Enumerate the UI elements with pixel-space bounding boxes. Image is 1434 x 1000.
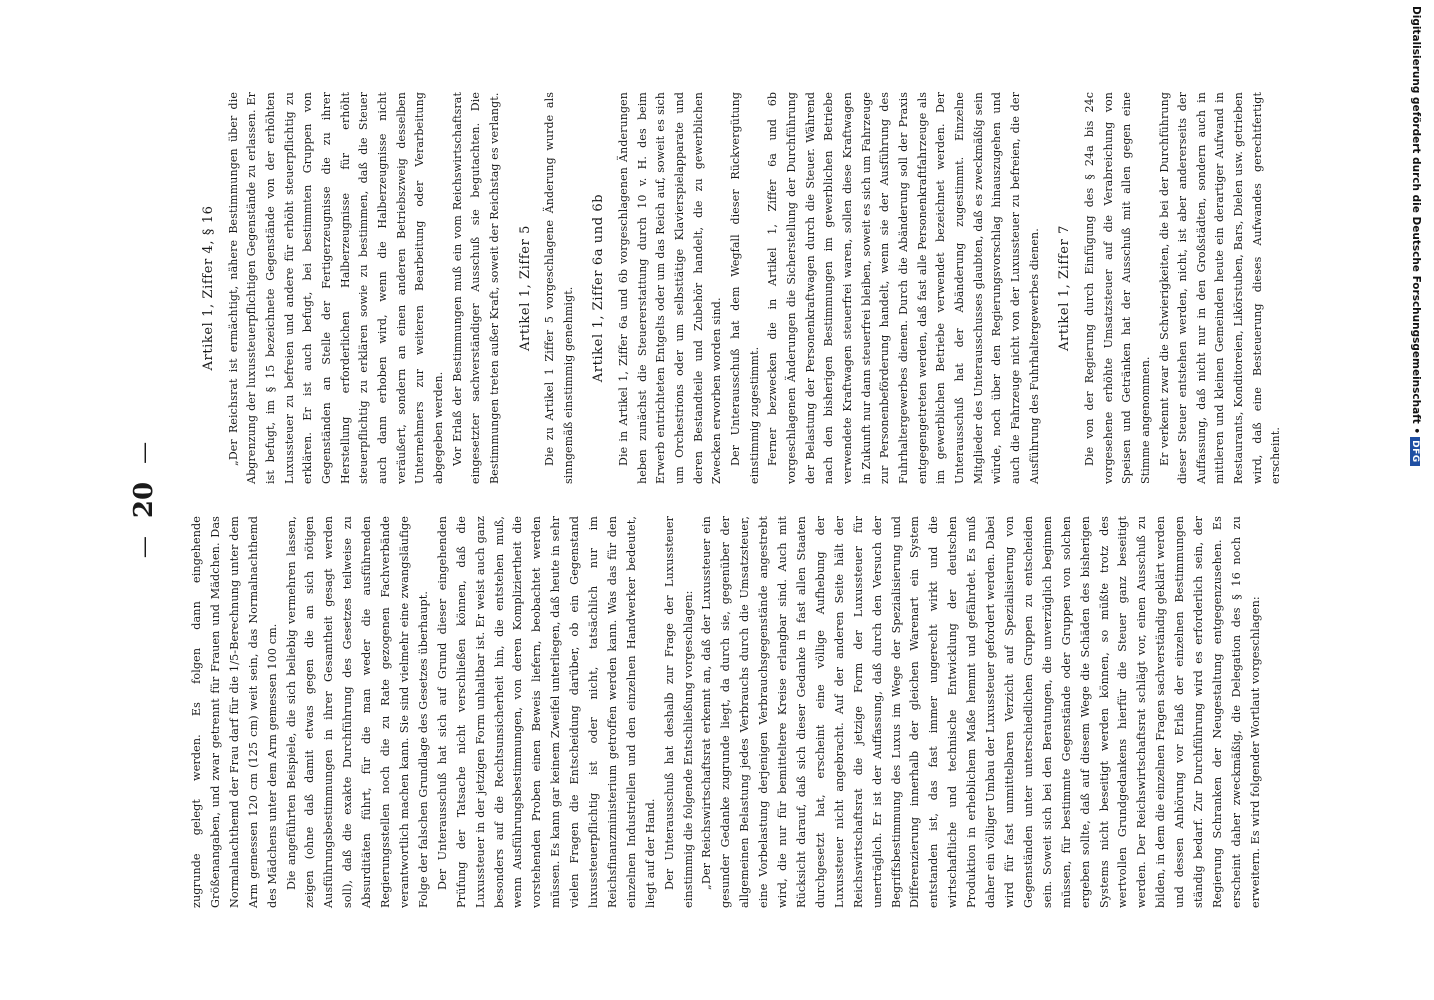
page-content — [118, 92, 1328, 908]
right-column — [188, 92, 1328, 484]
digitization-note — [1402, 6, 1430, 1000]
paragraph: Die angeführten Beispiele, die sich beliebig vermehren lassen, zeigen (ohne daß damit etwas gegen die an sich nötigen Ausführungsbestimmungen in ihrer Gesamtheit gesagt werden soll), daß die exakte Durchführung des Gesetzes teilweise zu Absurditäten führt, für die man weder die ausführenden Regierungsstellen noch die zu Rate gezogenen Fachverbände verantwortlich machen kann. Sie sind vielmehr eine zwangsläufige Folge der falschen Grundlage des Gesetzes überhaupt. — [284, 516, 430, 908]
paragraph: Ferner bezwecken die in Artikel 1, Ziffer 6a und 6b vorgeschlagenen Änderungen die Sicherstellung der Durchführung der Belastung der Personenkraftwagen durch die Steuer. Während nach den bisherigen Bestimmungen im gewerblichen Betriebe verwendete Kraftwagen steuerfrei waren, sollen diese Kraftwagen in Zukunft nur dann steuerfrei bleiben, soweit es sich um Fahrzeuge zur Personenbeförderung handelt, wenn sie der Ausführung des Fuhrhaltergewerbes dienen. Durch die Abänderung soll der Praxis entgegengetreten werden, daß fast alle Personenkraftfahrzeuge als im gewerblichen Betriebe verwendet bezeichnet werden. Der Unterausschuß hat der Abänderung zugestimmt. Einzelne Mitglieder des Unterausschusses glaubten, daß es zweckmäßig sein würde, noch über den Regierungsvorschlag hinauszugehen und auch die Fahrzeuge nicht von der Luxussteuer zu befreien, die der Ausführung des Fuhrhaltergewerbes dienen. — [766, 92, 1041, 484]
paragraph: Er verkennt zwar die Schwierigkeiten, die bei der Durchführung dieser Steuer entstehen werden, nicht, ist aber andererseits der Auffassung, daß nicht nur in den Großstädten, sondern auch in mittleren und kleinen Gemeinden heute ein derartiger Aufwand in Restaurants, Konditoreien, Likörstuben, Bars, Dielen usw. getrieben wird, daß eine Besteuerung dieses Aufwandes gerechtfertigt erscheint. — [1157, 92, 1283, 484]
paragraph: Die in Artikel 1, Ziffer 6a und 6b vorgeschlagenen Änderungen heben zunächst die Steuererstattung durch 10 v. H. des beim Erwerb entrichteten Entgelts oder um das Reich auf, soweit es sich um Orchestrions oder um selbsttätige Klavierspielapparate und deren Bestandteile und Zubehör handelt, die zu gewerblichen Zwecken erworben worden sind. — [617, 92, 724, 484]
paragraph: Die zu Artikel 1 Ziffer 5 vorgeschlagene Änderung wurde als sinngemäß einstimmig genehmigt. — [543, 92, 575, 484]
paragraph: „Der Reichsrat ist ermächtigt, nähere Bestimmungen über die Abgrenzung der luxussteuerpflichtigen Gegenstände zu erlassen. Er ist befugt, im § 15 bezeichnete Gegenstände von der erhöhten Luxussteuer zu befreien und andere für erhöht steuerpflichtig zu erklären. Er ist auch befugt, bei bestimmten Gruppen von Gegenständen an Stelle der Fertigerzeugnisse die zu ihrer Herstellung erforderlichen Halberzeugnisse für erhöht steuerpflichtig zu erklären sowie zu bestimmen, daß die Steuer auch dann erhoben wird, wenn die Halberzeugnisse nicht veräußert, sondern an einen anderen Betriebszweig desselben Unternehmers zur weiteren Bearbeitung oder Verarbeitung abgegeben werden. — [226, 92, 445, 484]
page-header — [118, 92, 170, 908]
section-heading: Artikel 1, Ziffer 7 — [1057, 225, 1073, 351]
paragraph: „Der Reichswirtschaftsrat erkennt an, daß der Luxussteuer ein gesunder Gedanke zugrunde liegt, da durch sie, gegenüber der allgemeinen Belastung jedes Verbrauchs durch die Umsatzsteuer, eine Vorbelastung derjenigen Verbrauchsgegenstände angestrebt wird, die nur für bemitteltere Kreise erlangbar sind. Auch mit Rücksicht darauf, daß sich dieser Gedanke in fast allen Staaten durchgesetzt hat, erscheint eine völlige Aufhebung der Luxussteuer nicht angebracht. Auf der anderen Seite hält der Reichswirtschaftsrat die jetzige Form der Luxussteuer für unerträglich. Er ist der Auffassung, daß durch den Versuch der Begriffsbestimmung des Luxus im Wege der Spezialisierung und Differenzierung innerhalb der gleichen Warenart ein System entstanden ist, das fast immer ungerecht wirkt und die wirtschaftliche und technische Entwicklung der deutschen Produktion in erheblichem Maße hemmt und gefährdet. Es muß daher ein völliger Umbau der Luxussteuer gefordert werden. Dabei wird für fast unmittelbaren Verzicht auf Spezialisierung von Gegenständen unter unterschiedlichen Gruppen zu entscheiden sein. Soweit sich bei den Beratungen, die unverzüglich beginnen müssen, für bestimmte Gegenstände oder Gruppen von solchen ergeben sollte, daß auf diesem Wege die Schäden des bisherigen Systems nicht beseitigt werden können, so müßte trotz des wertvollen Grundgedankens hierfür die Steuer ganz beseitigt werden. Der Reichswirtschaftsrat schlägt vor, einen Ausschuß zu bilden, in dem die einzelnen Fragen sachverständig geklärt werden und dessen Anhörung vor Erlaß der einzelnen Bestimmungen ständig bedarf. Zur Durchführung wird es erforderlich sein, der Regierung Schranken der Neugestaltung entgegenzusehen. Es erscheint daher zweckmäßig, die Delegation des § 16 noch zu erweitern. Es wird folgender Wortlaut vorgeschlagen: — [700, 516, 1262, 908]
digitization-note-text: Digitalisierung gefördert durch die Deutsche Forschungsgemeinschaft • — [1410, 6, 1422, 435]
paragraph: Die von der Regierung durch Einfügung des § 24a bis 24c vorgesehene erhöhte Umsatzsteuer auf die Verabreichung von Speisen und Getränken hat der Ausschuß mit allen gegen eine Stimme angenommen. — [1082, 92, 1152, 484]
section-heading: Artikel 1, Ziffer 6a und 6b — [591, 193, 607, 383]
left-column — [188, 516, 1328, 908]
section-heading: Artikel 1, Ziffer 5 — [517, 225, 533, 351]
paragraph: Vor Erlaß der Bestimmungen muß ein vom Reichswirtschaftsrat eingesetzter sachverständiger Ausschuß sie begutachten. Die Bestimmungen treten außer Kraft, soweit der Reichstag es verlangt. — [450, 92, 501, 484]
paragraph: Der Unterausschuß hat deshalb zur Frage der Luxussteuer einstimmig die folgende Entschließung vorgeschlagen: — [662, 516, 695, 908]
header-dash-right: — — [131, 441, 157, 464]
paragraph: Der Unterausschuß hat dem Wegfall dieser Rückvergütung einstimmig zugestimmt. — [729, 92, 761, 484]
paragraph: zugrunde gelegt werden. Es folgen dann eingehende Größenangaben, und zwar getrennt für Frauen und Mädchen. Das Normalnachthemd der Frau darf für die 1/5-Berechnung unter dem Arm gemessen 120 cm (125 cm) weit sein, das Normalnachthemd des Mädchens unter dem Arm gemessen 100 cm. — [190, 516, 279, 908]
header-dash-left: — — [131, 536, 157, 559]
dfg-logo: DFG — [1410, 437, 1420, 466]
page-number: 20 — [129, 481, 159, 519]
paragraph: Der Unterausschuß hat sich auf Grund dieser eingehenden Prüfung der Tatsache nicht verschließen können, daß die Luxussteuer in der jetzigen Form unhaltbar ist. Er weist auch ganz besonders auf die Rechtsunsicherheit hin, die entstehen muß, wenn Ausführungsbestimmungen, von deren Kompliziertheit die vorstehenden Proben einen Beweis liefern, beobachtet werden müssen. Es kann gar keinem Zweifel unterliegen, daß heute in sehr vielen Fragen die Entscheidung darüber, ob ein Gegenstand luxussteuerpflichtig ist oder nicht, tatsächlich nur im Reichsfinanzministerium getroffen werden kann. Was das für den einzelnen Industriellen und den einzelnen Handwerker bedeutet, liegt auf der Hand. — [435, 516, 657, 908]
section-heading: Artikel 1, Ziffer 4, § 16 — [201, 205, 216, 371]
